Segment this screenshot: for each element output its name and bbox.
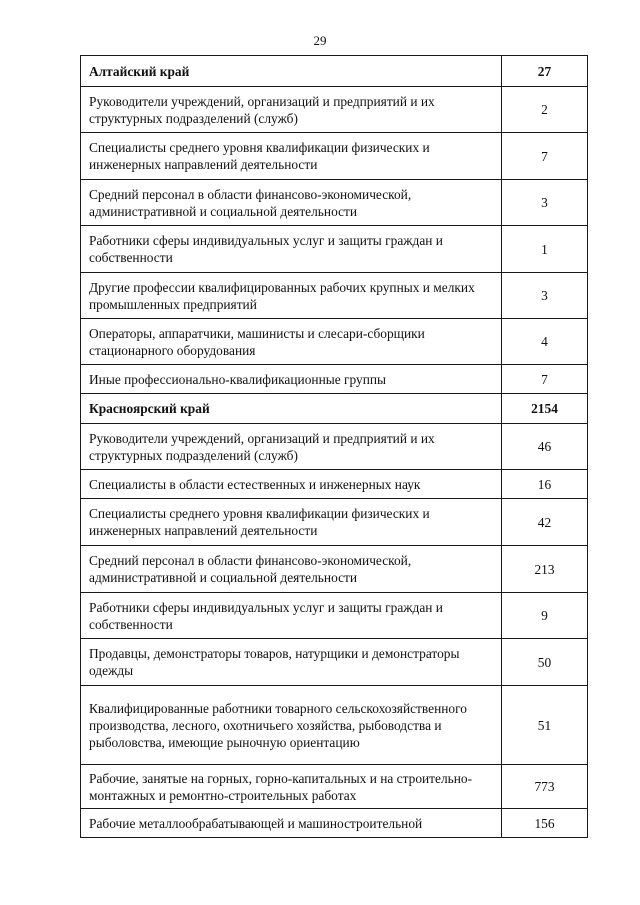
table-row <box>81 133 588 180</box>
page-number: 29 <box>313 33 327 48</box>
row-value: 42 <box>502 499 588 546</box>
row-value: 16 <box>502 470 588 499</box>
table-row <box>81 226 588 273</box>
row-value: 4 <box>502 319 588 365</box>
row-label: Рабочие, занятые на горных, горно-капитальных и на строительно-монтажных и ремонтно-строительных работах <box>81 765 502 809</box>
table-row <box>81 593 588 639</box>
row-label: Средний персонал в области финансово-экономической, административной и социальной деятельности <box>81 546 502 593</box>
row-value: 50 <box>502 639 588 686</box>
row-value: 1 <box>502 226 588 273</box>
table-row <box>81 470 588 499</box>
table-row <box>81 424 588 470</box>
row-label: Квалифицированные работники товарного сельскохозяйственного производства, лесного, охотничьего хозяйства, рыбоводства и рыболовства, имеющие рыночную ориентацию <box>81 686 502 765</box>
row-label: Операторы, аппаратчики, машинисты и слесари-сборщики стационарного оборудования <box>81 319 502 365</box>
row-value: 3 <box>502 180 588 226</box>
table-row <box>81 499 588 546</box>
table-row <box>81 87 588 133</box>
row-value: 156 <box>502 809 588 838</box>
table-row <box>81 809 588 838</box>
table-row <box>81 365 588 394</box>
row-label: Работники сферы индивидуальных услуг и защиты граждан и собственности <box>81 593 502 639</box>
row-value: 9 <box>502 593 588 639</box>
row-value: 2154 <box>502 394 588 424</box>
row-value: 213 <box>502 546 588 593</box>
table-row <box>81 319 588 365</box>
table-row <box>81 765 588 809</box>
row-value: 27 <box>502 56 588 87</box>
row-label: Руководители учреждений, организаций и предприятий и их структурных подразделений (служб) <box>81 87 502 133</box>
row-label: Алтайский край <box>81 56 502 87</box>
row-value: 2 <box>502 87 588 133</box>
table-row <box>81 686 588 765</box>
row-value: 46 <box>502 424 588 470</box>
row-label: Специалисты среднего уровня квалификации физических и инженерных направлений деятельности <box>81 499 502 546</box>
row-label: Иные профессионально-квалификационные группы <box>81 365 502 394</box>
row-label: Другие профессии квалифицированных рабочих крупных и мелких промышленных предприятий <box>81 273 502 319</box>
table-row <box>81 180 588 226</box>
row-value: 51 <box>502 686 588 765</box>
table-body <box>81 56 588 838</box>
table-row <box>81 546 588 593</box>
row-value: 773 <box>502 765 588 809</box>
row-value: 3 <box>502 273 588 319</box>
row-label: Специалисты среднего уровня квалификации физических и инженерных направлений деятельности <box>81 133 502 180</box>
row-label: Работники сферы индивидуальных услуг и защиты граждан и собственности <box>81 226 502 273</box>
row-label: Красноярский край <box>81 394 502 424</box>
row-value: 7 <box>502 365 588 394</box>
region-row <box>81 56 588 87</box>
row-label: Руководители учреждений, организаций и предприятий и их структурных подразделений (служб) <box>81 424 502 470</box>
region-row <box>81 394 588 424</box>
row-label: Продавцы, демонстраторы товаров, натурщики и демонстраторы одежды <box>81 639 502 686</box>
row-label: Средний персонал в области финансово-экономической, административной и социальной деятельности <box>81 180 502 226</box>
table-row <box>81 639 588 686</box>
table-row <box>81 273 588 319</box>
row-label: Специалисты в области естественных и инженерных наук <box>81 470 502 499</box>
row-label: Рабочие металлообрабатывающей и машиностроительной <box>81 809 502 838</box>
row-value: 7 <box>502 133 588 180</box>
statistics-table <box>80 55 588 838</box>
